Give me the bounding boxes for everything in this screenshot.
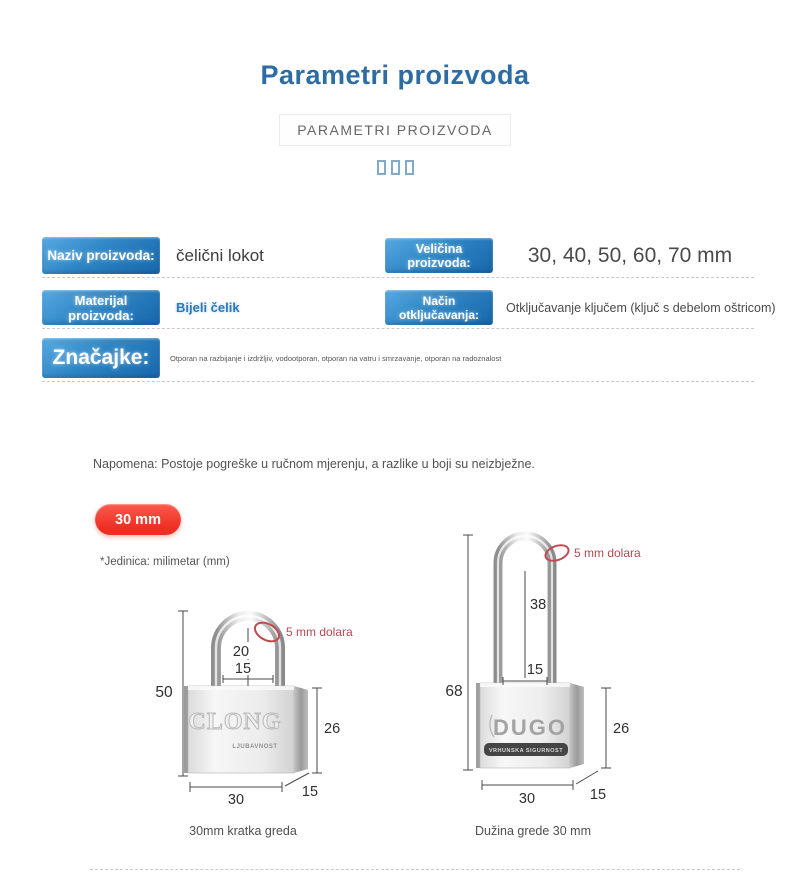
spec-value-product-name: čelični lokot	[176, 245, 264, 265]
padlock-body	[184, 686, 308, 773]
subtitle-box	[279, 114, 511, 146]
unit-note: *Jedinica: milimetar (mm)	[100, 556, 230, 568]
size-badge-label: 30 mm	[115, 511, 161, 528]
divider	[42, 277, 754, 278]
placeholder-box-icon	[377, 160, 386, 175]
spec-label-product-name: Naziv proizvoda:	[42, 237, 160, 274]
spec-label-product-size: Veličina proizvoda:	[385, 238, 493, 273]
padlock-diagram-short-shackle	[140, 598, 360, 813]
dim-total-height: 68	[445, 683, 463, 700]
padlock-diagram-long-shackle	[440, 523, 670, 815]
size-badge	[95, 504, 181, 535]
padlock-body	[476, 683, 584, 768]
divider	[42, 381, 754, 382]
brand-engraving: DUGO	[493, 715, 567, 740]
dim-total-height: 50	[155, 684, 173, 701]
dim-body-width: 30	[518, 791, 536, 807]
caption-long-shackle: Dužina grede 30 mm	[474, 824, 592, 838]
subtitle-text: PARAMETRI PROIZVODA	[297, 122, 493, 138]
spec-value-product-size: 30, 40, 50, 60, 70 mm	[527, 243, 733, 267]
dim-shackle-height: 20	[232, 644, 250, 660]
brand-band-text: VRHUNSKA SIGURNOST	[488, 748, 564, 754]
caption-short-shackle: 30mm kratka greda	[189, 824, 297, 838]
page-title: Parametri proizvoda	[260, 60, 530, 90]
spec-value-unlock-method: Otključavanje ključem (ključ s debelom oštricom)	[506, 300, 776, 315]
shackle-thickness-annotation	[543, 542, 641, 563]
annotation-text: 5 mm dolara	[574, 546, 641, 560]
measurement-note: Napomena: Postoje pogreške u ručnom mjerenju, a razlike u boji su neizbježne.	[93, 457, 535, 471]
divider	[42, 328, 754, 329]
dim-shackle-height: 38	[530, 597, 547, 613]
spec-label-material: Materijal proizvoda:	[42, 290, 160, 325]
dim-body-depth: 15	[301, 784, 319, 800]
dim-body-depth: 15	[589, 787, 607, 803]
dim-shackle-width: 15	[234, 661, 252, 677]
annotation-text: 5 mm dolara	[286, 625, 353, 639]
brand-engraving: CLONG	[188, 709, 282, 735]
dim-body-width: 30	[227, 792, 245, 808]
placeholder-box-icon	[391, 160, 400, 175]
dim-body-height: 26	[324, 721, 341, 737]
brand-sub-engraving: LJUBAVNOST	[232, 744, 278, 750]
spec-label-features: Značajke:	[42, 338, 160, 378]
cjk-placeholder-icons	[0, 160, 790, 175]
dim-body-height: 26	[613, 721, 630, 737]
bottom-divider	[90, 869, 740, 870]
spec-label-unlock-method: Način otključavanja:	[385, 290, 493, 325]
dim-shackle-width: 15	[526, 662, 544, 678]
spec-value-material: Bijeli čelik	[176, 300, 240, 315]
shackle-thickness-annotation	[252, 619, 353, 645]
placeholder-box-icon	[405, 160, 414, 175]
spec-value-features: Otporan na razbijanje i izdržljiv, vodootporan, otporan na vatru i smrzavanje, otporan na radoznalost	[170, 353, 502, 363]
